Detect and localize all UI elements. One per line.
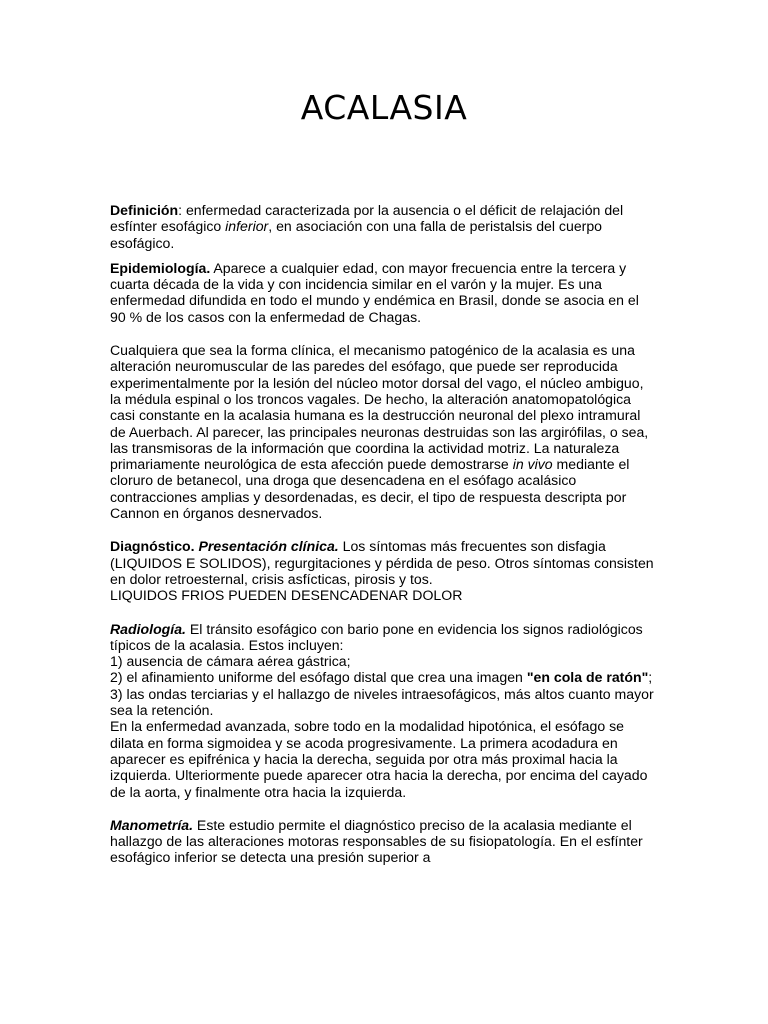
definition-label: Definición <box>110 202 179 218</box>
radiology-advanced: En la enfermedad avanzada, sobre todo en la modalidad hipotónica, el esófago se dilata en forma sigmoidea y se acoda progresivamente. La primera acodadura en aparecer es epifrénica y hacia la derecha, seguida por otra más proximal hacia la izquierda. Ulteriormente puede aparecer otra hacia la derecha, por encima del cayado de la aorta, y finalmente otra hacia la izquierda. <box>110 718 648 800</box>
document-body <box>110 202 658 875</box>
radiology-item-3: 3) las ondas terciarias y el hallazgo de niveles intraesofágicos, más altos cuanto mayor sea la retención. <box>110 685 654 719</box>
radiology-item-2-bold: "en cola de ratón" <box>526 669 649 686</box>
epidemiology-text: Aparece a cualquier edad, con mayor frecuencia entre la tercera y cuarta década de la vida y con incidencia similar en el varón y la mujer. Es una enfermedad difundida en todo el mundo y endémica en Brasil, donde se asocia en el 90 % de los casos con la enfermedad de Chagas. <box>110 259 639 325</box>
diagnosis-text: Los síntomas más frecuentes son disfagia (LIQUIDOS E SOLIDOS), regurgitaciones y pérdida de peso. Otros síntomas consisten en dolor retroesternal, crisis asfícticas, pirosis y tos. <box>110 538 654 587</box>
pathogenesis-text-end: mediante el cloruro de betanecol, una droga que desencadena en el esófago acalásico contracciones amplias y desordenadas, es decir, el tipo de respuesta descripta por Cannon en órganos desnervados. <box>110 456 630 522</box>
definition-italic: inferior <box>225 218 269 235</box>
radiology-item-1: 1) ausencia de cámara aérea gástrica; <box>110 653 351 670</box>
definition-paragraph <box>110 202 658 251</box>
radiology-label: Radiología. <box>110 620 186 637</box>
epidemiology-paragraph <box>110 260 658 325</box>
manometry-text: Este estudio permite el diagnóstico preciso de la acalasia mediante el hallazgo de las alteraciones motoras responsables de su fisiopatología. En el esfínter esofágico inferior se detecta una presión superior a <box>110 816 643 866</box>
manometry-label: Manometría. <box>110 816 194 833</box>
diagnosis-label: Diagnóstico. <box>110 538 195 555</box>
pathogenesis-text: Cualquiera que sea la forma clínica, el mecanismo patogénico de la acalasia es una alteración neuromuscular de las paredes del esófago, que puede ser reproducida experimentalmente por la lesión del núcleo motor dorsal del vago, el núcleo ambiguo, la médula espinal o los troncos vagales. De hecho, la alteración anatomopatológica casi constante en la acalasia humana es la destrucción neuronal del plexo intramural de Auerbach. Al parecer, las principales neuronas destruidas son las argirófilas, o sea, las transmisoras de la información que coordina la actividad motriz. La naturaleza primariamente neurológica de esta afección puede demostrarse <box>110 342 649 473</box>
diagnosis-paragraph <box>110 538 658 603</box>
radiology-item-2: 2) el afinamiento uniforme del esófago distal que crea una imagen <box>110 669 527 686</box>
manometry-paragraph <box>110 817 658 866</box>
pathogenesis-paragraph <box>110 342 658 521</box>
diagnosis-note: LIQUIDOS FRIOS PUEDEN DESENCADENAR DOLOR <box>110 587 463 604</box>
definition-text-end: , en asociación con una falla de peristalsis del cuerpo esofágico. <box>110 218 603 251</box>
radiology-intro: El tránsito esofágico con bario pone en evidencia los signos radiológicos típicos de la acalasia. Estos incluyen: <box>110 620 643 653</box>
document-title: ACALASIA <box>300 88 468 127</box>
definition-text: : enfermedad caracterizada por la ausencia o el déficit de relajación del esfínter esofágico <box>110 202 624 235</box>
epidemiology-label: Epidemiología. <box>110 259 211 276</box>
diagnosis-sublabel: Presentación clínica. <box>198 538 339 555</box>
radiology-item-2-end: ; <box>648 669 653 686</box>
pathogenesis-italic: in vivo <box>512 456 553 473</box>
radiology-paragraph <box>110 621 658 800</box>
